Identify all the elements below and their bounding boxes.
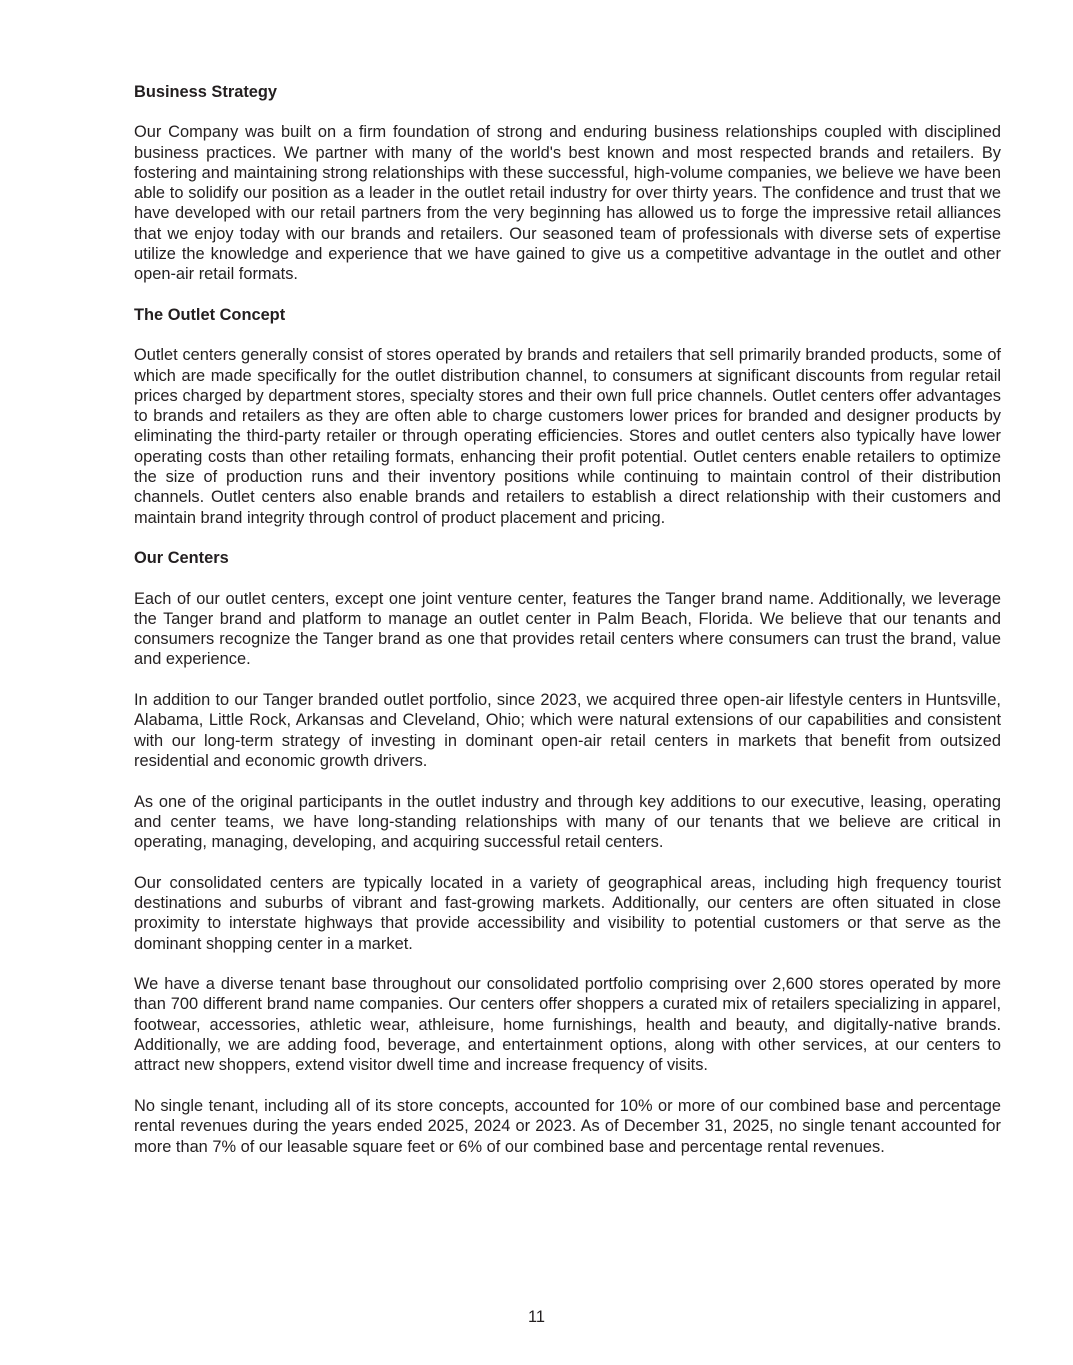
paragraph-business-strategy: Our Company was built on a firm foundation of strong and enduring business relationships coupled with disciplined business practices. We partner with many of the world's best known and most respected brands and retailers. By fostering and maintaining strong relationships with these successful, high-volume companies, we believe we have been able to solidify our position as a leader in the outlet retail industry for over thirty years. The confidence and trust that we have developed with our retail partners from the very beginning has allowed us to forge the impressive retail alliances that we enjoy today with our brands and retailers. Our seasoned team of professionals with diverse sets of expertise utilize the knowledge and experience that we have gained to give us a competitive advantage in the outlet and other open-air retail formats.	[134, 123, 1001, 284]
document-body	[134, 82, 1001, 1177]
page-number: 11	[527, 1308, 545, 1326]
heading-our-centers: Our Centers	[134, 549, 229, 568]
paragraph-centers-tenant-base: We have a diverse tenant base throughout our consolidated portfolio comprising over 2,600 stores operated by more than 700 different brand name companies. Our centers offer shoppers a curated mix of retailers specializing in apparel, footwear, accessories, athletic wear, athleisure, home furnishings, health and beauty, and digitally-native brands. Additionally, we are adding food, beverage, and entertainment options, along with other services, at our centers to attract new shoppers, extend visitor dwell time and increase frequency of visits.	[134, 975, 1001, 1075]
paragraph-centers-locations: Our consolidated centers are typically located in a variety of geographical areas, including high frequency tourist destinations and suburbs of vibrant and fast-growing markets. Additionally, our centers are often situated in close proximity to interstate highways that provide accessibility and visibility to potential customers or that serve as the dominant shopping center in a market.	[134, 873, 1001, 953]
heading-outlet-concept: The Outlet Concept	[134, 305, 286, 324]
paragraph-centers-tanger-brand: Each of our outlet centers, except one joint venture center, features the Tanger brand name. Additionally, we leverage the Tanger brand and platform to manage an outlet center in Palm Beach, Florida. We believe that our tenants and consumers recognize the Tanger brand as one that provides retail centers where consumers can trust the brand, value and experience.	[134, 589, 1001, 669]
paragraph-outlet-concept: Outlet centers generally consist of stores operated by brands and retailers that sell primarily branded products, some of which are made specifically for the outlet distribution channel, to consumers at significant discounts from regular retail prices charged by department stores, specialty stores and their own full price channels. Outlet centers offer advantages to brands and retailers as they are often able to charge customers lower prices for branded and designer products by eliminating the third-party retailer or through operating efficiencies. Stores and outlet centers also typically have lower operating costs than other retailing formats, enhancing their profit potential. Outlet centers enable retailers to optimize the size of production runs and their inventory positions while continuing to maintain control of their distribution channels. Outlet centers also enable brands and retailers to establish a direct relationship with their customers and maintain brand integrity through control of product placement and pricing.	[134, 346, 1001, 527]
paragraph-centers-single-tenant: No single tenant, including all of its store concepts, accounted for 10% or more of our combined base and percentage rental revenues during the years ended 2025, 2024 or 2023. As of December 31, 2025, no single tenant accounted for more than 7% of our leasable square feet or 6% of our combined base and percentage rental revenues.	[134, 1096, 1001, 1156]
heading-business-strategy: Business Strategy	[134, 83, 278, 101]
paragraph-centers-relationships: As one of the original participants in the outlet industry and through key additions to our executive, leasing, operating and center teams, we have long-standing relationships with many of our tenants that we believe are critical in operating, managing, developing, and acquiring successful retail centers.	[134, 792, 1001, 852]
paragraph-centers-acquisitions: In addition to our Tanger branded outlet portfolio, since 2023, we acquired three open-air lifestyle centers in Huntsville, Alabama, Little Rock, Arkansas and Cleveland, Ohio; which were natural extensions of our capabilities and consistent with our long-term strategy of investing in dominant open-air retail centers in markets that benefit from outsized residential and economic growth drivers.	[134, 691, 1001, 770]
